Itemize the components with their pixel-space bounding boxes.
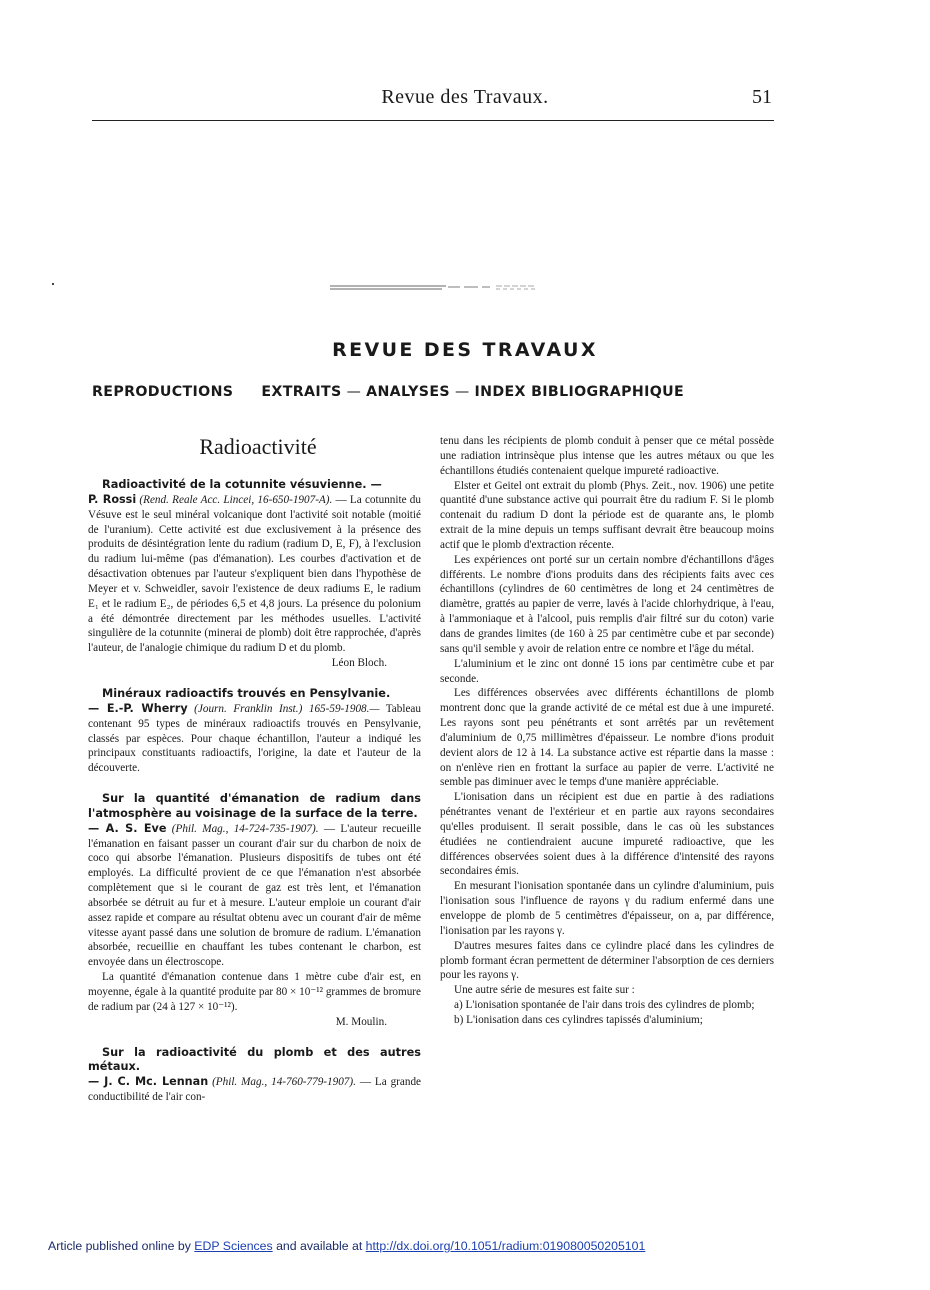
article-reference: (Phil. Mag., 14-760-779-1907). [212,1076,356,1089]
article-signature: Léon Bloch. [331,657,387,670]
paragraph: En mesurant l'ionisation spontanée dans un cylindre d'aluminium, puis l'ionisation sous l'influence de rayons γ du radium enfermé dans une enveloppe de plomb de 5 centimètres d'épaisseur, on a, par différence, l'ionisation par les rayons γ. [440,880,774,937]
ornament-divider [330,284,536,292]
paragraph: Les expériences ont porté sur un certain nombre d'échantillons d'âges différents. Le nombre d'ions produits dans des récipients faits avec ces échantillons (cylindres de 60 centimètres de long et 24 centimètres de diamètre, grattés au papier de verre, lavés à l'acide chlorhydrique, à l'eau, à l'ammoniaque et à l'alcool, puis remplis d'air filtré sur du coton) varie dans de grandes limites (de 160 à 25 par centimètre cube et par seconde) sans qu'il semble y avoir de relation entre ce nombre et l'âge du métal. [440,553,774,655]
subheading-extraits: EXTRAITS [261,384,342,400]
section-heading: Radioactivité [199,434,317,459]
subheading-reproductions: REPRODUCTIONS [92,384,234,400]
journal-section-title: REVUE DES TRAVAUX [332,339,598,361]
right-column [440,434,774,1028]
article-author: — J. C. Mc. Lennan [88,1075,209,1089]
article-text: — La cotunnite du Vésuve est le seul minéral volcanique dont l'activité soit notable (moitié de l'uranium). Cette activité est due exclusivement à la présence des produits de désintégration lente du radium (radium D, E, F), à l'exclusion du radium lui-même (pas d'émanation). Les courbes d'activation et de désactivation obtenues par l'auteur s'expliquent bien dans l'hypothèse de Meyer et v. Schweidler, savoir l'existence de deux radiums E, le radium E₁ et le radium E₂, de périodes 6,5 et 4,8 jours. La présence du polonium a été démontrée directement par les méthodes usuelles. L'activité singulière de la cotunnite (minerai de plomb) doit être rapprochée, d'après l'auteur, de l'analogie chimique du radium D et du plomb. [88,493,421,655]
page-number: 51 [752,86,772,108]
list-item: b) L'ionisation dans ces cylindres tapissés d'aluminium; [454,1013,703,1026]
article-reference: (Rend. Reale Acc. Lincei, 16-650-1907-A). [139,493,333,506]
article-text: — L'auteur recueille l'émanation en faisant passer un courant d'air sur du charbon de noix de coco qui absorbe l'émanation. Plusieurs dispositifs de tubes ont été employés. La difficulté provient de ce que l'émanation n'est absorbée complètement que si le courant de gaz est très lent, et l'émanation absorbée se détruit au fur et à mesure. L'auteur emploie un courant d'air assez rapide et compare au résultat obtenu avec un courant d'air de même vitesse ayant passé dans une solution de bromure de radium. L'émanation absorbée, recueillie en chauffant les tubes contenant le charbon, est envoyée dans un électroscope. [88,822,422,969]
article-4 [88,1046,421,1105]
paragraph: D'autres mesures faites dans ce cylindre placé dans les cylindres de plomb formant écran permettent de déterminer l'absorption de ces derniers pour les rayons γ. [440,939,774,982]
left-column [88,478,421,1105]
paragraph: L'aluminium et le zinc ont donné 15 ions par centimètre cube et par seconde. [440,657,774,685]
article-reference: (Phil. Mag., 14-724-735-1907). [171,822,319,835]
article-body [88,822,421,970]
article-title: Minéraux radioactifs trouvés en Pensylvanie. [102,686,391,700]
article-3 [88,792,421,1030]
article-text: — La grande conductibilité de l'air con- [88,1076,422,1104]
footer-text: Article published online by [48,1239,191,1253]
article-body [88,493,421,656]
article-body [88,1075,421,1105]
subheading-separator: — [454,384,470,400]
paragraph: Les différences observées avec différents échantillons de plomb montrent donc que la grande activité de ce métal est due à une impureté. Les rayons sont peu pénétrants et sont arrêtés par un revêtement d'aluminium de 0,75 millimètres d'épaisseur. Le nombre d'ions produit devient alors de 12 à 14. La substance active est répartie dans la masse : on n'enlève rien en frottant la surface au papier de verre. L'activité ne semble pas diminuer avec le temps d'une manière appréciable. [440,687,774,789]
list-item: a) L'ionisation spontanée de l'air dans trois des cylindres de plomb; [454,999,755,1012]
article-reference: (Journ. Franklin Inst.) 165-59-1908.— [194,702,380,715]
article-signature: M. Moulin. [335,1015,387,1028]
footer-middle-text: and available at [276,1239,363,1253]
article-title: Sur la quantité d'émanation de radium dans l'atmosphère au voisinage de la surface de la terre. [88,792,421,820]
subheading-separator: — [346,384,362,400]
paragraph: Elster et Geitel ont extrait du plomb (Phys. Zeit., nov. 1906) une petite quantité d'une substance active qui pourrait être du radium F. Si le plomb contenait du radium D dont la période est de quarante ans, le plomb extrait de la mine depuis un temps suffisant devrait être beaucoup moins actif que le plomb d'extraction récente. [440,479,774,551]
running-title: Revue des Travaux. [381,86,549,108]
article-paragraph: La quantité d'émanation contenue dans 1 mètre cube d'air est, en moyenne, égale à la quantité produite par 80 × 10⁻¹² grammes de bromure de radium par (24 à 127 × 10⁻¹²). [88,971,421,1013]
subheading-index: INDEX BIBLIOGRAPHIQUE [474,384,685,400]
subheading [92,384,774,400]
article-2 [88,687,421,776]
paragraph: tenu dans les récipients de plomb conduit à penser que ce métal possède une radiation intrinsèque plus intense que les autres métaux ou que les échantillons étudiés contenaient quelque impureté radioactive. [440,435,774,477]
article-body [88,702,421,776]
article-1 [88,478,421,671]
article-author: — E.-P. Wherry [88,701,188,715]
article-title: Radioactivité de la cotunnite vésuvienne. — [102,478,382,491]
article-author: P. Rossi [88,492,137,506]
paragraph: L'ionisation dans un récipient est due en partie à des radiations pénétrantes venant de l'extérieur et en partie aux rayons secondaires qu'elles produisent. Il serait possible, dans le cas où les substances étudiées ne contiendraient aucune impureté radioactive, que les différences observées soient dues à la différence d'intensité des rayons secondaires émis. [440,791,774,878]
article-author: — A. S. Eve [88,821,167,835]
paragraph: Une autre série de mesures est faite sur : [454,984,635,997]
article-text: Tableau contenant 95 types de minéraux radioactifs trouvés en Pensylvanie, classés par espèces. Pour chaque échantillon, l'auteur a indiqué les principaux constituants radioactifs, l'origine, la date et l'auteur de la découverte. [88,702,421,775]
subheading-analyses: ANALYSES [366,384,450,400]
doi-link[interactable]: http://dx.doi.org/10.1051/radium:019080050205101 [365,1239,646,1253]
header-rule [92,120,774,121]
article-title: Sur la radioactivité du plomb et des autres métaux. [88,1045,421,1074]
publication-footer [48,1239,645,1253]
publisher-link[interactable]: EDP Sciences [194,1239,273,1253]
speck-mark [52,283,54,285]
